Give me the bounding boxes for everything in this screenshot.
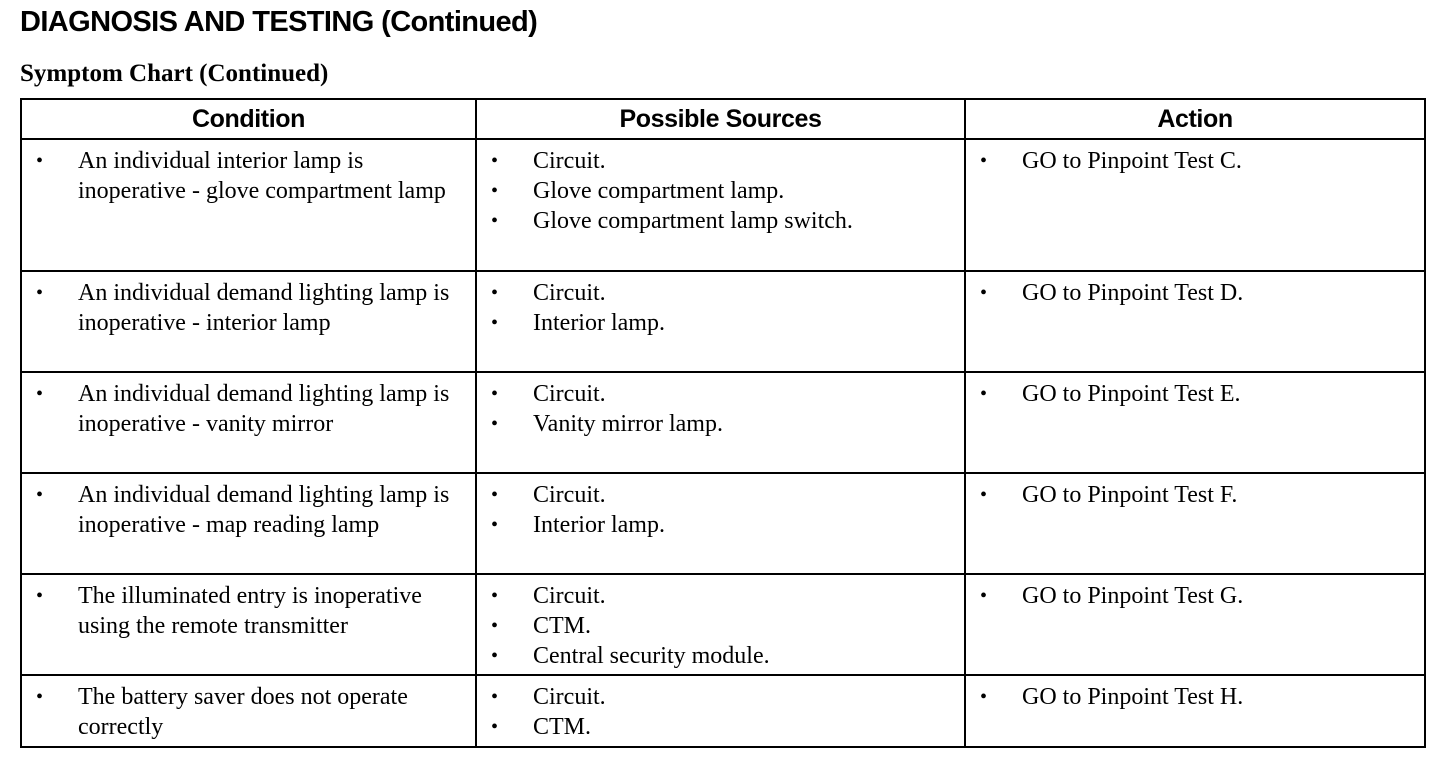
action-cell [965, 139, 1425, 271]
source-item: • Central security module. [477, 641, 964, 671]
possible-sources-cell [476, 675, 965, 747]
possible-sources-cell [476, 372, 965, 473]
source-item: • Glove compartment lamp switch. [477, 206, 964, 236]
source-item: • CTM. [477, 712, 964, 742]
source-item: • Circuit. [477, 278, 964, 308]
condition-cell [21, 473, 476, 574]
table-row [21, 139, 1425, 271]
table-row [21, 372, 1425, 473]
source-item: • Circuit. [477, 379, 964, 409]
source-item: • Circuit. [477, 480, 964, 510]
table-row [21, 574, 1425, 675]
possible-sources-cell [476, 473, 965, 574]
condition-cell [21, 372, 476, 473]
action-text: • GO to Pinpoint Test H. [966, 682, 1424, 712]
action-text: • GO to Pinpoint Test G. [966, 581, 1424, 611]
action-cell [965, 473, 1425, 574]
action-cell [965, 372, 1425, 473]
table-row [21, 473, 1425, 574]
column-header-possible-sources: Possible Sources [476, 99, 965, 139]
condition-cell [21, 271, 476, 372]
table-header-row [21, 99, 1425, 139]
symptom-chart-table [20, 98, 1426, 748]
section-title: Symptom Chart (Continued) [20, 60, 329, 87]
condition-text: • An individual demand lighting lamp is inoperative - map reading lamp [22, 480, 475, 540]
possible-sources-cell [476, 271, 965, 372]
condition-cell [21, 139, 476, 271]
action-cell [965, 675, 1425, 747]
source-item: • Circuit. [477, 581, 964, 611]
action-text: • GO to Pinpoint Test C. [966, 146, 1424, 176]
source-item: • Circuit. [477, 146, 964, 176]
condition-text: • The battery saver does not operate correctly [22, 682, 475, 742]
table-row [21, 675, 1425, 747]
column-header-condition: Condition [21, 99, 476, 139]
source-item: • Interior lamp. [477, 510, 964, 540]
action-cell [965, 574, 1425, 675]
action-text: • GO to Pinpoint Test F. [966, 480, 1424, 510]
action-text: • GO to Pinpoint Test E. [966, 379, 1424, 409]
source-item: • Vanity mirror lamp. [477, 409, 964, 439]
table-row [21, 271, 1425, 372]
condition-cell [21, 574, 476, 675]
condition-cell [21, 675, 476, 747]
possible-sources-cell [476, 574, 965, 675]
source-item: • Glove compartment lamp. [477, 176, 964, 206]
column-header-action: Action [965, 99, 1425, 139]
condition-text: • An individual demand lighting lamp is inoperative - vanity mirror [22, 379, 475, 439]
action-text: • GO to Pinpoint Test D. [966, 278, 1424, 308]
possible-sources-cell [476, 139, 965, 271]
action-cell [965, 271, 1425, 372]
condition-text: • An individual interior lamp is inoperative - glove compartment lamp [22, 146, 475, 206]
condition-text: • An individual demand lighting lamp is inoperative - interior lamp [22, 278, 475, 338]
condition-text: • The illuminated entry is inoperative using the remote transmitter [22, 581, 475, 641]
source-item: • Interior lamp. [477, 308, 964, 338]
page-title: DIAGNOSIS AND TESTING (Continued) [20, 6, 538, 38]
source-item: • CTM. [477, 611, 964, 641]
source-item: • Circuit. [477, 682, 964, 712]
